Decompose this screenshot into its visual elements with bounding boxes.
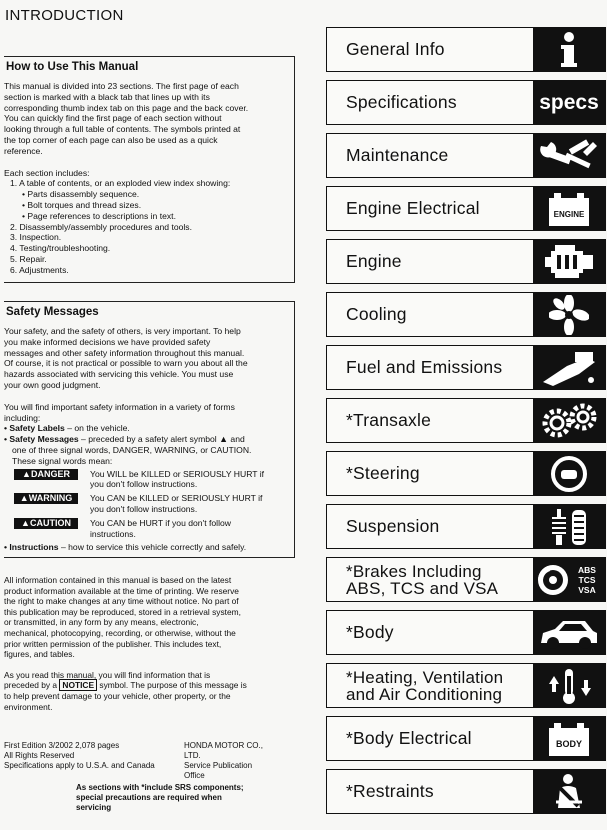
caution-row [14,518,294,540]
specs-apply-text: Specifications apply to U.S.A. and Canada [4,761,155,770]
tab-label-line: and Air Conditioning [346,684,503,704]
gears-icon [533,399,605,442]
safety-messages-item [4,434,294,445]
tab-label: *Body Electrical [346,728,472,748]
desc-line: you don't follow instructions. [90,479,198,490]
intro-line: This manual is divided into 23 sections. The first page of each [4,81,239,91]
specs-icon [533,81,605,124]
tab-general-info[interactable] [326,27,606,72]
list-item: 6. Adjustments. [10,264,69,275]
notice-badge: NOTICE [59,679,97,691]
tab-label: *Body [346,622,394,642]
tab-label: Specifications [346,92,457,112]
tab-cooling[interactable] [326,292,606,337]
tab-label: Suspension [346,516,440,536]
tab-label-line: *Heating, Ventilation [346,667,504,687]
info-line: to help prevent damage to your vehicle, other property, or the [4,690,231,701]
tab-label [346,664,503,707]
instructions-desc: – how to service this vehicle correctly and safely. [58,542,247,553]
how-to-body [4,81,294,276]
tab-transaxle[interactable] [326,398,606,443]
tab-suspension[interactable] [326,504,606,549]
intro-line: corresponding thumb index tab on this page and the back cover. [4,102,249,113]
publisher-line: Service Publication [184,761,253,770]
safety-messages-desc2: and [228,434,245,445]
how-to-heading: How to Use This Manual [4,61,142,73]
info-icon [533,28,605,71]
tab-heating-ventilation-ac[interactable] [326,663,606,708]
tab-label: Cooling [346,304,407,324]
desc-line: You CAN be HURT if you don't follow [90,517,231,528]
list-item: 5. Repair. [10,253,47,264]
list-subitem: • Page references to descriptions in text. [22,210,176,221]
srs-line: As sections with *include SRS components; [76,783,244,792]
notice-line [4,680,296,691]
engine-icon [533,240,605,283]
body-icon-text: BODY [555,738,583,749]
fan-icon [533,293,605,336]
desc-line: instructions. [90,528,136,539]
list-item: 2. Disassembly/assembly procedures and tools. [10,221,192,232]
instructions-item [4,542,294,553]
info-line: the right to make changes at any time without notice. No part of [4,596,239,607]
page-title: INTRODUCTION [5,7,124,24]
safety-line: hazards associated with servicing this vehicle. You must use [4,369,234,380]
info-line: figures, and tables. [4,649,75,660]
tab-label-line: *Brakes Including [346,561,482,581]
tab-label-line: ABS, TCS and VSA [346,578,499,598]
caution-desc [90,518,288,540]
safety-labels-desc: – on the vehicle. [64,423,130,434]
tab-label [346,558,498,601]
seatbelt-icon [533,770,605,813]
safety-line: These signal words mean: [12,455,113,466]
info-line: mechanical, photocopying, recording, or otherwise, without the [4,627,236,638]
edition-block [4,741,155,771]
battery-engine-icon [533,187,605,230]
battery-body-icon [533,717,605,760]
info-line: this publication may be reproduced, stored in a retrieval system, [4,606,241,617]
intro-line: looking through a full table of contents. The symbols printed at [4,124,241,135]
safety-line: messages and other safety information throughout this manual. [4,347,245,358]
safety-line: one of three signal words, DANGER, WARNING, or CAUTION. [12,444,252,455]
safety-line: Of course, it is not practical or possible to warn you about all the [4,358,248,369]
intro-line: the top corner of each page can also be used as a quick [4,134,218,145]
thermometer-icon [533,664,605,707]
tab-label: *Restraints [346,781,434,801]
desc-line: You CAN be KILLED or SERIOUSLY HURT if [90,493,263,504]
info-line: All information contained in this manual is based on the latest [4,575,232,585]
list-subitem: • Parts disassembly sequence. [22,189,140,200]
svg-text:+: + [578,192,583,200]
vsa-text: VSA [578,584,596,595]
tab-label: Engine Electrical [346,198,480,218]
safety-labels-term: • Safety Labels [4,423,65,434]
intro-line: You can quickly find the first page of each section without [4,113,222,124]
tab-label: Engine [346,251,402,271]
list-item: 1. A table of contents, or an exploded view index showing: [10,178,231,189]
info-line: As you read this manual, you will find information that is [4,669,211,680]
tab-maintenance[interactable] [326,133,606,178]
safety-section [4,301,295,558]
tab-body-electrical[interactable] [326,716,606,761]
tab-label: General Info [346,39,445,59]
shock-absorber-icon [533,505,605,548]
desc-line: You WILL be KILLED or SERIOUSLY HURT if [90,468,265,479]
tab-engine[interactable] [326,239,606,284]
safety-body [4,326,294,553]
tab-body[interactable] [326,610,606,655]
fuel-nozzle-icon [533,346,605,389]
tab-engine-electrical[interactable] [326,186,606,231]
tab-specifications[interactable] [326,80,606,125]
safety-line: Your safety, and the safety of others, is very important. To help [4,326,241,336]
warning-badge: ▲WARNING [14,493,78,504]
info-line: or transmitted, in any form by any means, electronic, [4,617,199,628]
desc-line: you don't follow instructions. [90,503,198,514]
safety-line: including: [4,412,41,423]
info-line: prior written permission of the publisher. This includes text, [4,638,222,649]
tab-label: *Steering [346,463,420,483]
how-to-use-section [4,56,295,283]
safety-line: you make informed decisions we have provided safety [4,336,211,347]
srs-line: special precautions are required when [76,793,222,802]
tcs-text: TCS [578,574,596,585]
warning-desc [90,493,288,515]
brake-disc-icon [533,558,605,601]
safety-heading: Safety Messages [4,306,103,318]
rights-text: All Rights Reserved [4,751,75,760]
intro-line: section is marked with a black tab that lines up with its [4,91,210,102]
instructions-term: • Instructions [4,542,59,553]
safety-labels-item [4,423,294,434]
danger-desc [90,469,288,491]
tab-restraints[interactable] [326,769,606,814]
list-item: 3. Inspection. [10,232,62,243]
publisher-block [184,741,263,781]
caution-badge: ▲CAUTION [14,518,78,529]
includes-title: Each section includes: [4,167,90,178]
danger-row [14,469,294,491]
srs-line: servicing [76,803,112,812]
safety-line: You will find important safety information in a variety of forms [4,401,235,412]
abs-text: ABS [578,564,596,575]
publisher-line: HONDA MOTOR CO., [184,741,263,750]
tab-label: *Transaxle [346,410,431,430]
danger-badge: ▲DANGER [14,469,78,480]
edition-text: First Edition 3/2002 2,078 pages [4,741,120,750]
safety-messages-desc: – preceded by a safety alert symbol [78,434,217,445]
intro-line: reference. [4,145,43,156]
car-body-icon [533,611,605,654]
srs-note [76,783,244,813]
tab-fuel-and-emissions[interactable] [326,345,606,390]
safety-messages-term: • Safety Messages [4,434,79,445]
specs-icon-text: specs [539,90,599,114]
engine-icon-text: ENGINE [553,209,585,219]
list-subitem: • Bolt torques and thread sizes. [22,199,142,210]
tab-label: Maintenance [346,145,449,165]
info-section [4,575,296,712]
wrench-icon [533,134,605,177]
notice-post: symbol. The purpose of this message is [97,680,247,691]
steering-wheel-icon [533,452,605,495]
notice-pre: preceded by a [4,680,60,691]
safety-line: your own good judgment. [4,379,101,390]
tab-steering[interactable] [326,451,606,496]
info-line: environment. [4,701,53,712]
publisher-line: LTD. [184,751,201,760]
tab-label: Fuel and Emissions [346,357,503,377]
info-line: product information available at the time of printing. We reserve [4,585,239,596]
svg-text:−: − [556,192,561,200]
tab-brakes[interactable] [326,557,606,602]
warning-row [14,493,294,515]
alert-triangle-icon: ▲ [219,434,229,445]
list-item: 4. Testing/troubleshooting. [10,243,111,254]
publisher-line: Office [184,771,205,780]
